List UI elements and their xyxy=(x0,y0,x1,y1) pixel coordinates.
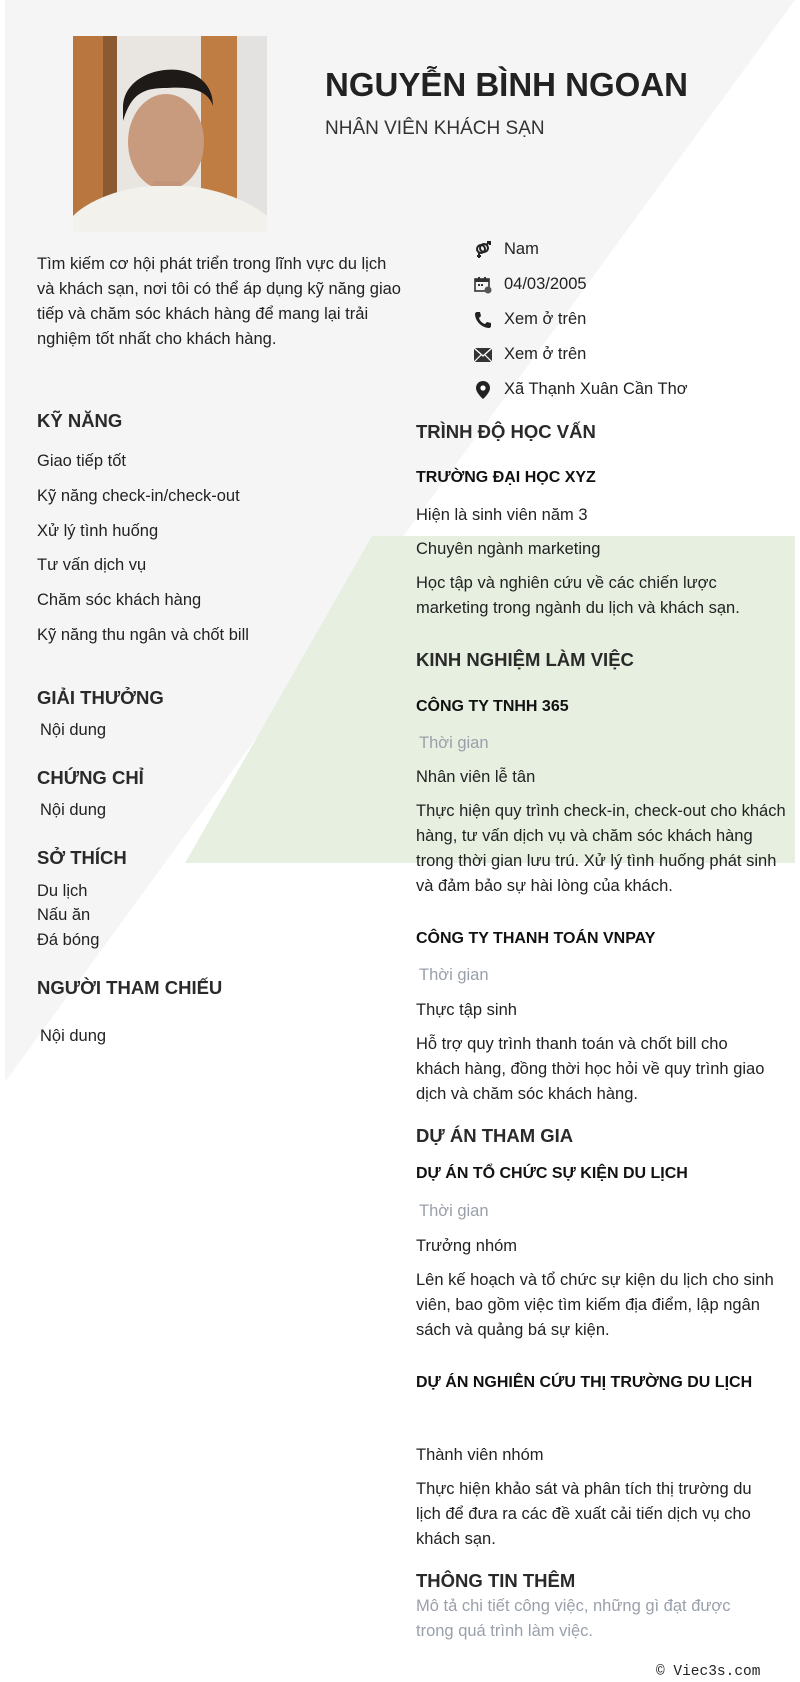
contact-gender xyxy=(473,232,688,267)
references-heading: NGƯỜI THAM CHIẾU xyxy=(37,977,223,998)
project-name: DỰ ÁN NGHIÊN CỨU THỊ TRƯỜNG DU LỊCH xyxy=(416,1374,753,1391)
job-description: Hỗ trợ quy trình thanh toán và chốt bill cho khách hàng, đồng thời học hỏi về quy trình giao dịch và chăm sóc khách hàng. xyxy=(416,1035,765,1103)
job-company: CÔNG TY TNHH 365 xyxy=(416,698,569,715)
skill-item: Kỹ năng thu ngân và chốt bill xyxy=(37,626,249,644)
location-pin-icon xyxy=(473,380,493,400)
project-description: Thực hiện khảo sát và phân tích thị trường du lịch để đưa ra các đề xuất cải tiến dịch vụ cho khách sạn. xyxy=(416,1480,752,1548)
job-title: NHÂN VIÊN KHÁCH SẠN xyxy=(325,118,545,139)
career-objective: Tìm kiếm cơ hội phát triển trong lĩnh vực du lịch và khách sạn, nơi tôi có thể áp dụng kỹ năng giao tiếp và chăm sóc khách hàng để mang lại trải nghiệm tốt nhất cho khách hàng. xyxy=(37,255,401,348)
skill-item: Xử lý tình huống xyxy=(37,522,159,540)
contact-email-value: Xem ở trên xyxy=(504,345,587,363)
project-name: DỰ ÁN TỔ CHỨC SỰ KIỆN DU LỊCH xyxy=(416,1165,688,1182)
contact-birthdate-value: 04/03/2005 xyxy=(504,275,587,293)
calendar-icon xyxy=(473,275,493,295)
project-role: Trưởng nhóm xyxy=(416,1237,518,1255)
candidate-name: NGUYỄN BÌNH NGOAN xyxy=(325,66,689,103)
job-description: Thực hiện quy trình check-in, check-out cho khách hàng, tư vấn dịch vụ và chăm sóc khách hàng trong thời gian lưu trú. Xử lý tình huống phát sinh và đảm bảo sự hài lòng của khách. xyxy=(416,802,786,895)
skills-heading: KỸ NĂNG xyxy=(37,410,123,431)
awards-content: Nội dung xyxy=(40,721,107,739)
profile-photo xyxy=(73,36,267,232)
hobbies-heading: SỞ THÍCH xyxy=(37,847,127,868)
education-heading: TRÌNH ĐỘ HỌC VẤN xyxy=(416,421,596,442)
gender-icon xyxy=(473,240,493,260)
contact-email xyxy=(473,337,688,372)
footer-copyright: © Viec3s.com xyxy=(656,1664,761,1680)
hobby-item: Du lịch xyxy=(37,882,88,900)
job-position: Thực tập sinh xyxy=(416,1001,517,1019)
additional-info-heading: THÔNG TIN THÊM xyxy=(416,1570,576,1591)
job-time: Thời gian xyxy=(419,966,489,984)
email-icon xyxy=(473,345,493,365)
skill-item: Tư vấn dịch vụ xyxy=(37,556,147,574)
education-status: Hiện là sinh viên năm 3 xyxy=(416,506,588,524)
hobby-item: Đá bóng xyxy=(37,931,100,949)
skill-item: Kỹ năng check-in/check-out xyxy=(37,487,240,505)
job-position: Nhân viên lễ tân xyxy=(416,768,536,786)
certificates-heading: CHỨNG CHỈ xyxy=(37,767,144,788)
contact-list xyxy=(473,232,688,407)
contact-address-value: Xã Thạnh Xuân Cần Thơ xyxy=(504,380,688,398)
job-company: CÔNG TY THANH TOÁN VNPAY xyxy=(416,930,656,947)
contact-address xyxy=(473,372,688,407)
awards-heading: GIẢI THƯỞNG xyxy=(37,687,164,708)
skill-item: Giao tiếp tốt xyxy=(37,452,126,470)
project-time: Thời gian xyxy=(419,1202,489,1220)
contact-birthdate xyxy=(473,267,688,302)
contact-gender-value: Nam xyxy=(504,240,539,258)
phone-icon xyxy=(473,310,493,330)
skill-item: Chăm sóc khách hàng xyxy=(37,591,202,609)
references-content: Nội dung xyxy=(40,1027,107,1045)
certificates-content: Nội dung xyxy=(40,801,107,819)
education-major: Chuyên ngành marketing xyxy=(416,540,601,558)
projects-heading: DỰ ÁN THAM GIA xyxy=(416,1125,574,1146)
contact-phone-value: Xem ở trên xyxy=(504,310,587,328)
education-description: Học tập và nghiên cứu về các chiến lược marketing trong ngành du lịch và khách sạn. xyxy=(416,574,740,617)
additional-info-content: Mô tả chi tiết công việc, những gì đạt được trong quá trình làm việc. xyxy=(416,1597,731,1640)
project-role: Thành viên nhóm xyxy=(416,1446,544,1464)
hobby-item: Nấu ăn xyxy=(37,906,91,924)
job-time: Thời gian xyxy=(419,734,489,752)
project-description: Lên kế hoạch và tổ chức sự kiện du lịch cho sinh viên, bao gồm việc tìm kiếm địa điểm, lập ngân sách và quảng bá sự kiện. xyxy=(416,1271,774,1339)
experience-heading: KINH NGHIỆM LÀM VIỆC xyxy=(416,649,634,670)
contact-phone xyxy=(473,302,688,337)
school-name: TRƯỜNG ĐẠI HỌC XYZ xyxy=(416,469,596,486)
